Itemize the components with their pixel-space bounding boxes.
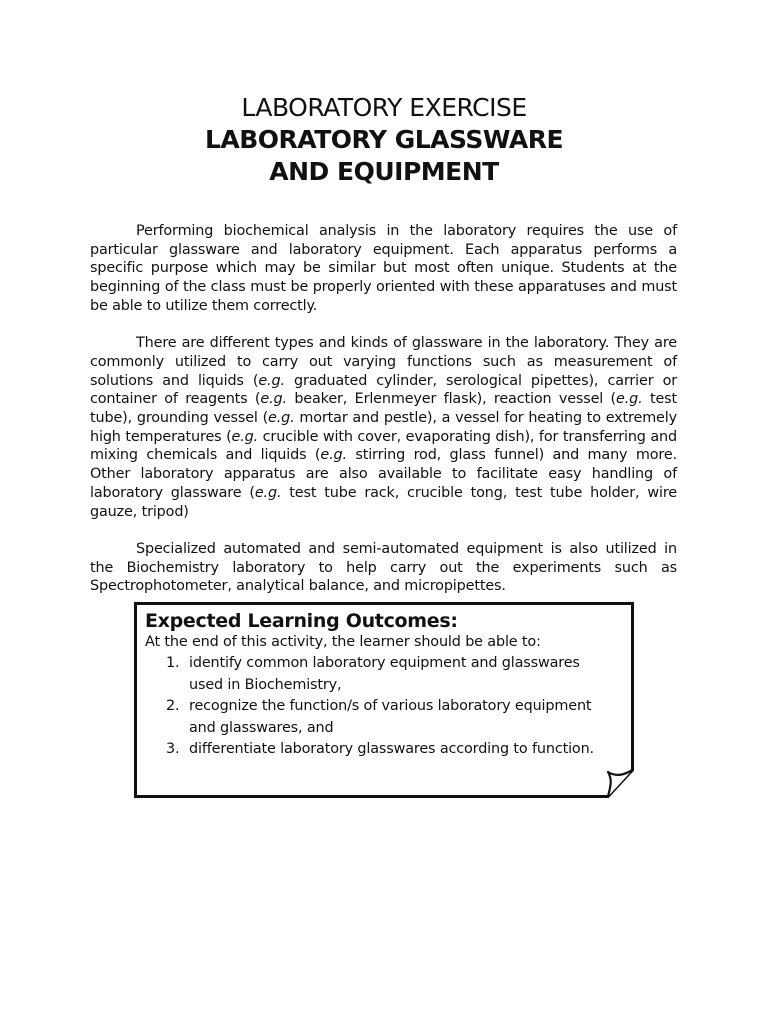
text-segment: test tube rack, crucible tong, test tube holder, wire gauze, tripod) xyxy=(90,484,677,520)
text-segment: Performing biochemical analysis in the laboratory requires the use of particular glassware and laboratory equipment. Each apparatus performs a specific purpose which may be similar but most often unique. Students at the beginning of the class must be properly oriented with these apparatuses and must be able to utilize them correctly. xyxy=(90,223,677,314)
text-segment: mortar and pestle), a vessel for heating to extremely high temperatures ( xyxy=(90,410,677,445)
outcome-item xyxy=(145,739,615,761)
italic-abbreviation: e.g. xyxy=(258,372,285,389)
outcomes-list xyxy=(145,653,615,761)
outcomes-heading: Expected Learning Outcomes: xyxy=(145,610,458,632)
italic-abbreviation: e.g. xyxy=(268,410,295,427)
italic-abbreviation: e.g. xyxy=(231,428,259,445)
italic-abbreviation: e.g. xyxy=(616,391,643,408)
paragraph-1 xyxy=(90,222,677,316)
text-segment: beaker, Erlenmeyer flask), reaction vessel ( xyxy=(286,391,617,408)
introduction-text xyxy=(90,222,677,615)
outcome-number: 3. xyxy=(166,741,180,757)
italic-abbreviation: e.g. xyxy=(260,391,287,408)
text-segment: graduated cylinder, serological pipettes), carrier or container of reagents ( xyxy=(90,372,677,408)
exercise-label: LABORATORY EXERCISE xyxy=(241,93,527,122)
outcomes-content xyxy=(145,609,615,761)
outcome-number: 1. xyxy=(166,655,180,671)
paragraph-2 xyxy=(90,334,677,521)
exercise-title-line1: LABORATORY GLASSWARE xyxy=(204,125,564,154)
outcome-number: 2. xyxy=(166,698,180,714)
text-segment: There are different types and kinds of glassware in the laboratory. They are commonly utilized to carry out varying functions such as measurement of solutions and liquids ( xyxy=(90,335,677,389)
text-segment: stirring rod, glass funnel) and many more. Other laboratory apparatus are also available to facilitate easy handling of laboratory glassware ( xyxy=(90,447,677,501)
text-segment: crucible with cover, evaporating dish), for transferring and mixing chemicals and liquids ( xyxy=(90,428,677,464)
text-segment: test tube), grounding vessel ( xyxy=(90,391,678,427)
outcome-item xyxy=(145,653,615,696)
exercise-title-line2: AND EQUIPMENT xyxy=(269,157,499,186)
outcome-text: recognize the function/s of various laboratory equipment and glasswares, and xyxy=(189,698,592,736)
paragraph-3 xyxy=(90,540,677,596)
text-segment: Specialized automated and semi-automated equipment is also utilized in the Biochemistry laboratory to help carry out the experiments such as Spectrophotometer, analytical balance, and micropipettes. xyxy=(90,540,677,595)
outcomes-intro: At the end of this activity, the learner should be able to: xyxy=(145,634,541,650)
italic-abbreviation: e.g. xyxy=(320,447,347,464)
title-block xyxy=(0,92,768,188)
outcome-text: identify common laboratory equipment and glasswares used in Biochemistry, xyxy=(189,655,580,693)
outcome-text: differentiate laboratory glasswares according to function. xyxy=(189,741,594,757)
learning-outcomes-box xyxy=(134,602,634,797)
italic-abbreviation: e.g. xyxy=(254,484,282,501)
outcome-item xyxy=(145,696,615,739)
